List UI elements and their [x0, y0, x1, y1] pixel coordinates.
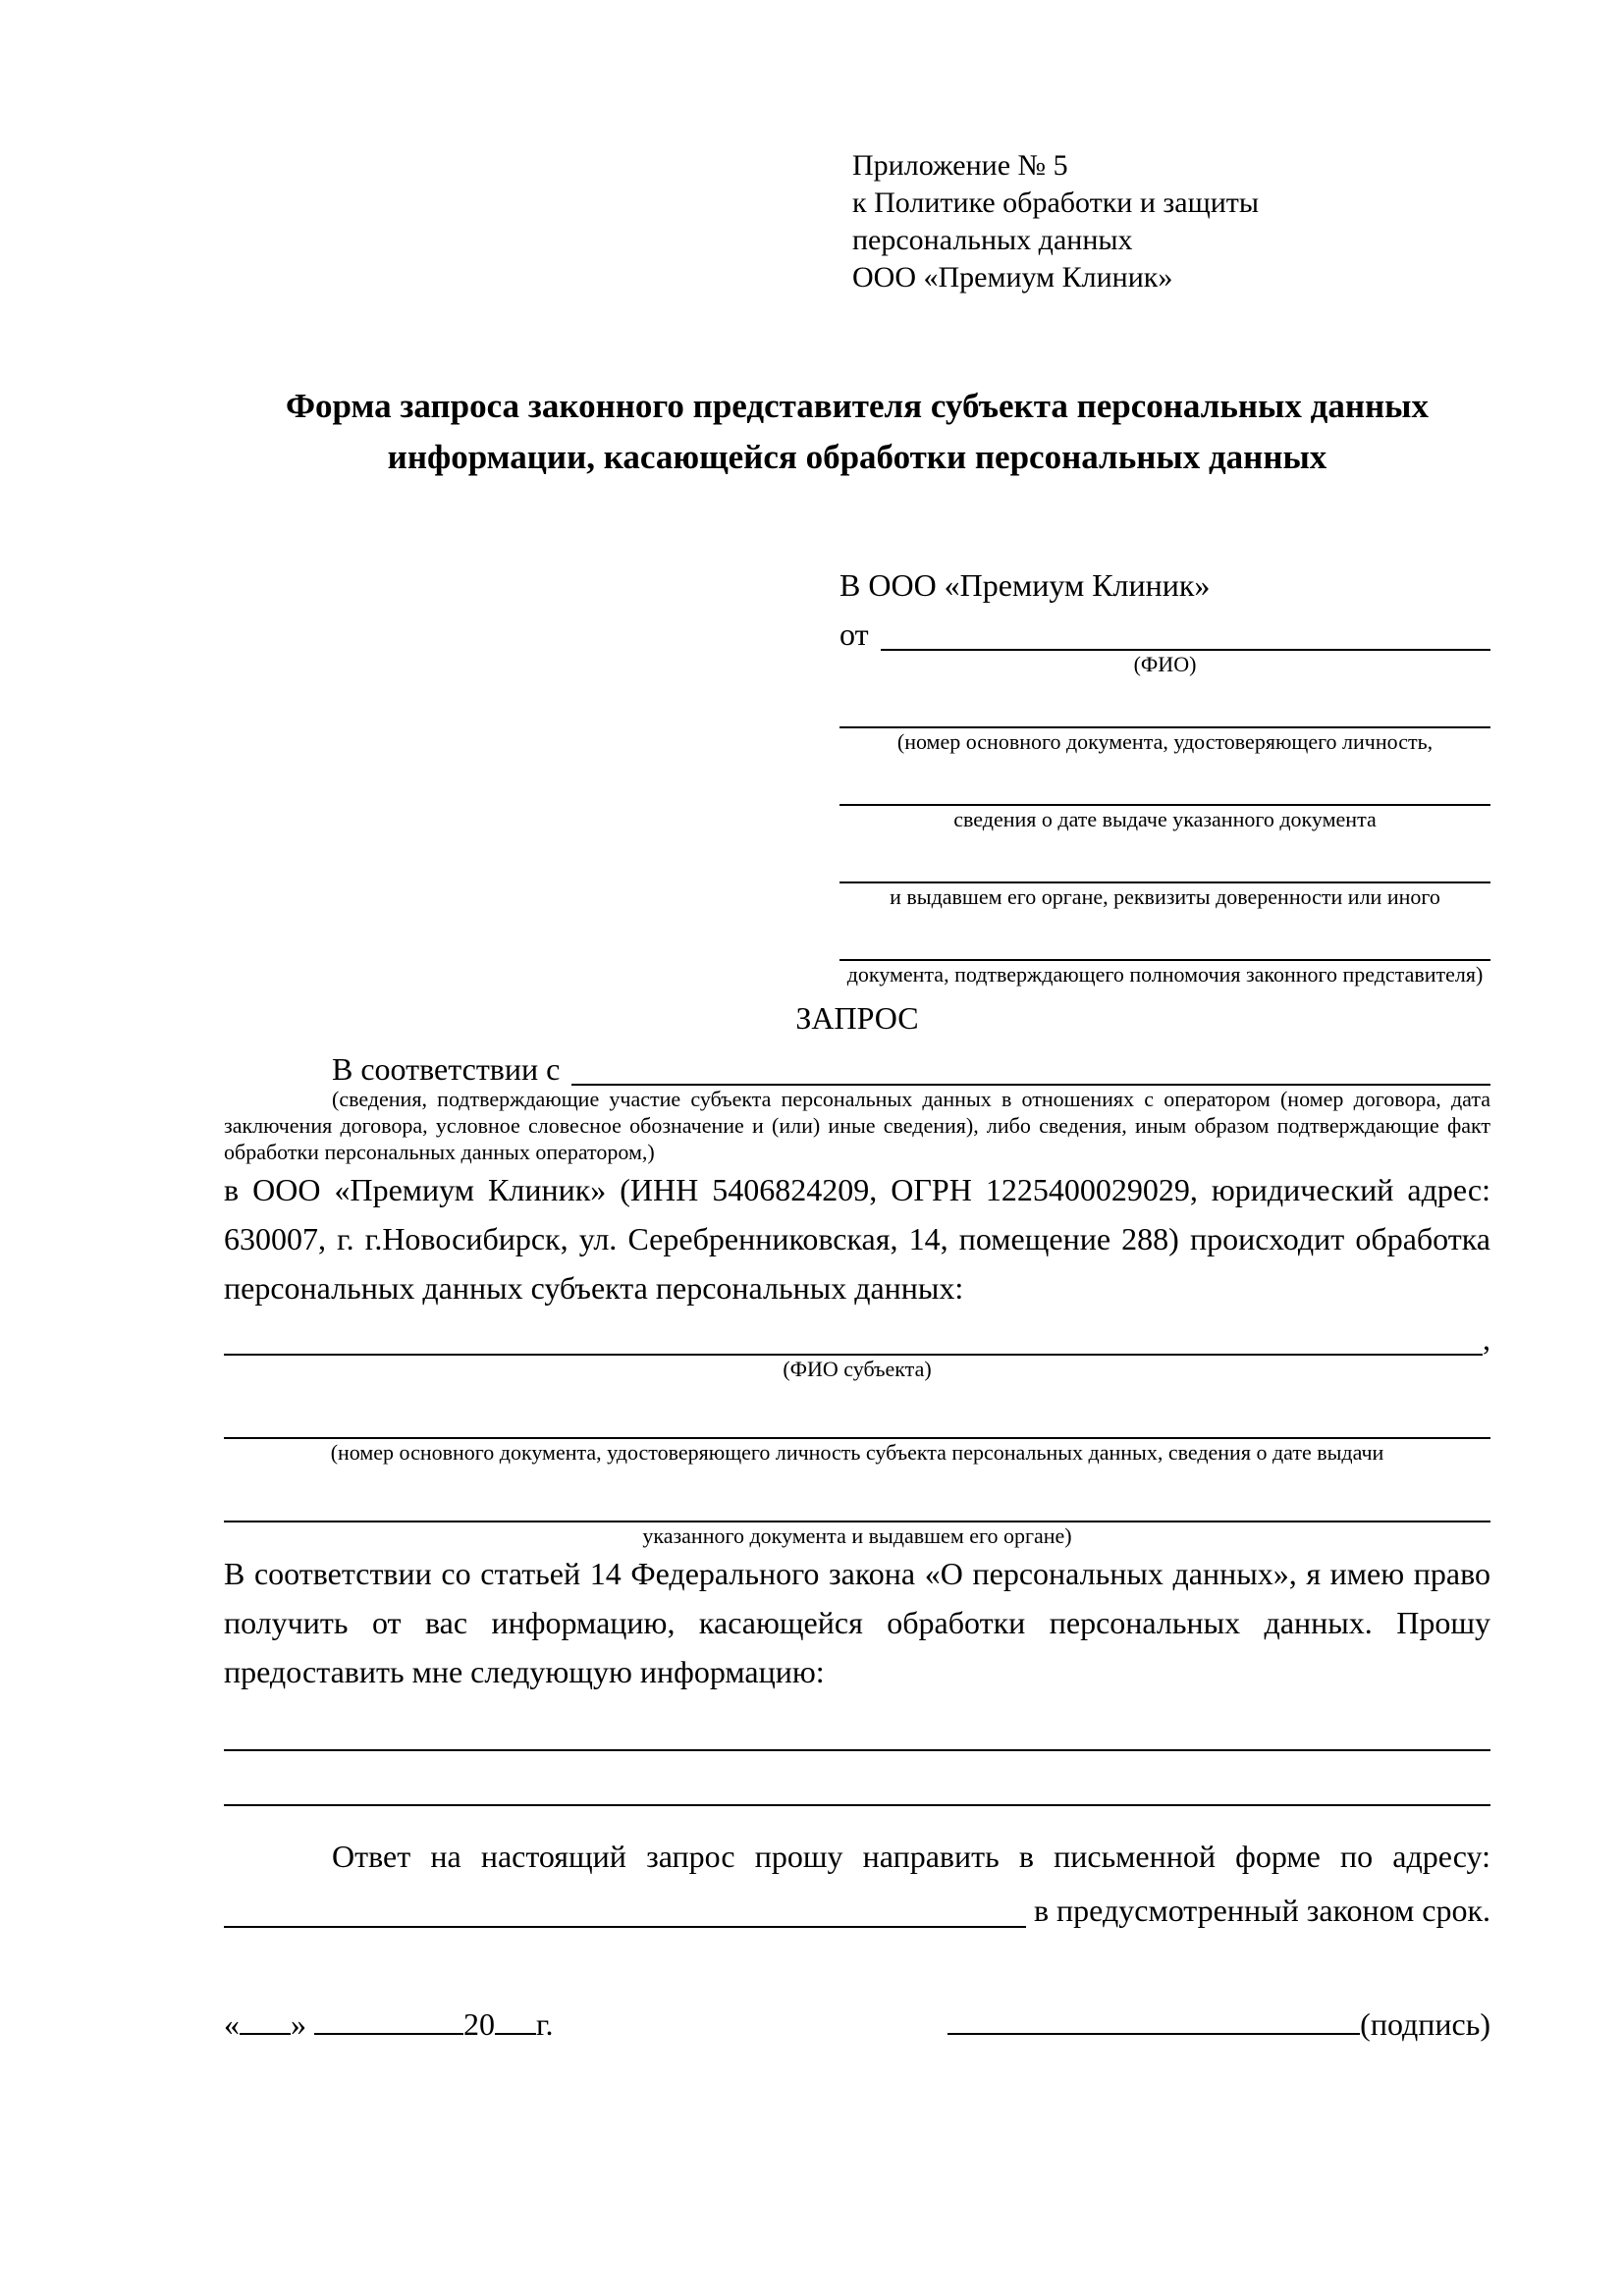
request-heading: ЗАПРОС: [795, 1000, 919, 1036]
subject-doc-field-row: [224, 1382, 1490, 1466]
representative-doc-field-line-4: [839, 910, 1490, 961]
representative-doc-field-row: [839, 910, 1490, 988]
field-caption-2: сведения о дате выдаче указанного документа: [953, 807, 1377, 831]
quote-close: »: [291, 2006, 306, 2042]
appendix-line: ООО «Премиум Клиник»: [852, 261, 1173, 294]
document-title: [224, 381, 1490, 483]
answer-tail: в предусмотренный законом срок.: [1033, 1893, 1490, 1928]
answer-address-field-line: [224, 1926, 1026, 1928]
representative-doc-field-row: [839, 677, 1490, 755]
subject-fio-caption: (ФИО субъекта): [783, 1357, 932, 1381]
addressee-to: В ООО «Премиум Клиник»: [839, 567, 1211, 603]
representative-doc-field-line-2: [839, 755, 1490, 806]
subject-doc-field-line-2: [224, 1466, 1490, 1522]
field-caption-1: (номер основного документа, удостоверяющего личность,: [896, 729, 1434, 754]
field-caption-4: документа, подтверждающего полномочия законного представителя): [846, 962, 1484, 987]
representative-doc-field-line-3: [839, 832, 1490, 883]
representative-doc-field-line-1: [839, 677, 1490, 728]
representative-doc-field-row: [839, 755, 1490, 832]
appendix-line: Приложение № 5: [852, 149, 1068, 182]
representative-doc-field-row: [839, 832, 1490, 910]
year-field-line: [495, 2007, 536, 2035]
title-line-1: Форма запроса законного представителя субъекта персональных данных: [286, 387, 1429, 425]
subject-doc-field-row: [224, 1466, 1490, 1549]
subject-doc-caption-2: указанного документа и выдавшем его органе): [642, 1523, 1072, 1548]
date-field: [224, 2006, 554, 2043]
law-paragraph: В соответствии со статьей 14 Федерального закона «О персональных данных», я имею право получить от вас информацию, касающейся обработки персональных данных. Прошу предоставить мне следующую информацию:: [224, 1556, 1490, 1689]
appendix-line: к Политике обработки и защиты: [852, 187, 1260, 219]
footer-row: [224, 2006, 1490, 2043]
day-field-line: [240, 2007, 291, 2035]
intro-label: В соответствии с: [332, 1051, 561, 1087]
answer-address-row: [224, 1881, 1490, 1928]
title-line-2: информации, касающейся обработки персональных данных: [387, 438, 1327, 476]
month-field-line: [314, 2007, 463, 2035]
field-caption-3: и выдавшем его органе, реквизиты доверенности или иного: [890, 884, 1440, 909]
signature-caption: (подпись): [1360, 2006, 1490, 2042]
year-prefix: 20: [463, 2006, 495, 2042]
from-row: [839, 608, 1490, 651]
subject-fio-row: [224, 1312, 1490, 1356]
signature-field-line: [947, 2007, 1360, 2035]
info-field-line-1: [224, 1696, 1490, 1751]
appendix-block: [852, 147, 1490, 296]
appendix-line: персональных данных: [852, 224, 1133, 256]
subject-comma: ,: [1483, 1321, 1490, 1357]
operator-paragraph: в ООО «Премиум Клиник» (ИНН 5406824209, ОГРН 1225400029029, юридический адрес: 630007, г. г.Новосибирск, ул. Серебренниковская, 14, помещение 288) происходит обработка персональных данных субъекта персональных данных:: [224, 1172, 1490, 1306]
quote-open: «: [224, 2006, 240, 2042]
answer-paragraph: Ответ на настоящий запрос прошу направить в письменной форме по адресу:: [332, 1839, 1490, 1874]
intro-caption: (сведения, подтверждающие участие субъекта персональных данных в отношениях с оператором (номер договора, дата заключения договора, условное словесное обозначение и (или) иные сведения), либо сведения, иным образом подтверждающие факт обработки персональных данных оператором,): [224, 1087, 1490, 1164]
year-suffix: г.: [536, 2006, 554, 2042]
subject-doc-caption-1: (номер основного документа, удостоверяющего личность субъекта персональных данных, сведения о дате выдачи: [330, 1440, 1384, 1465]
intro-row: [224, 1041, 1490, 1086]
info-field-line-2: [224, 1751, 1490, 1806]
fio-caption: (ФИО): [1133, 652, 1197, 676]
from-label: от: [839, 616, 869, 652]
signature-field: [947, 2006, 1490, 2043]
addressee-block: [839, 563, 1490, 988]
subject-doc-field-line-1: [224, 1382, 1490, 1439]
